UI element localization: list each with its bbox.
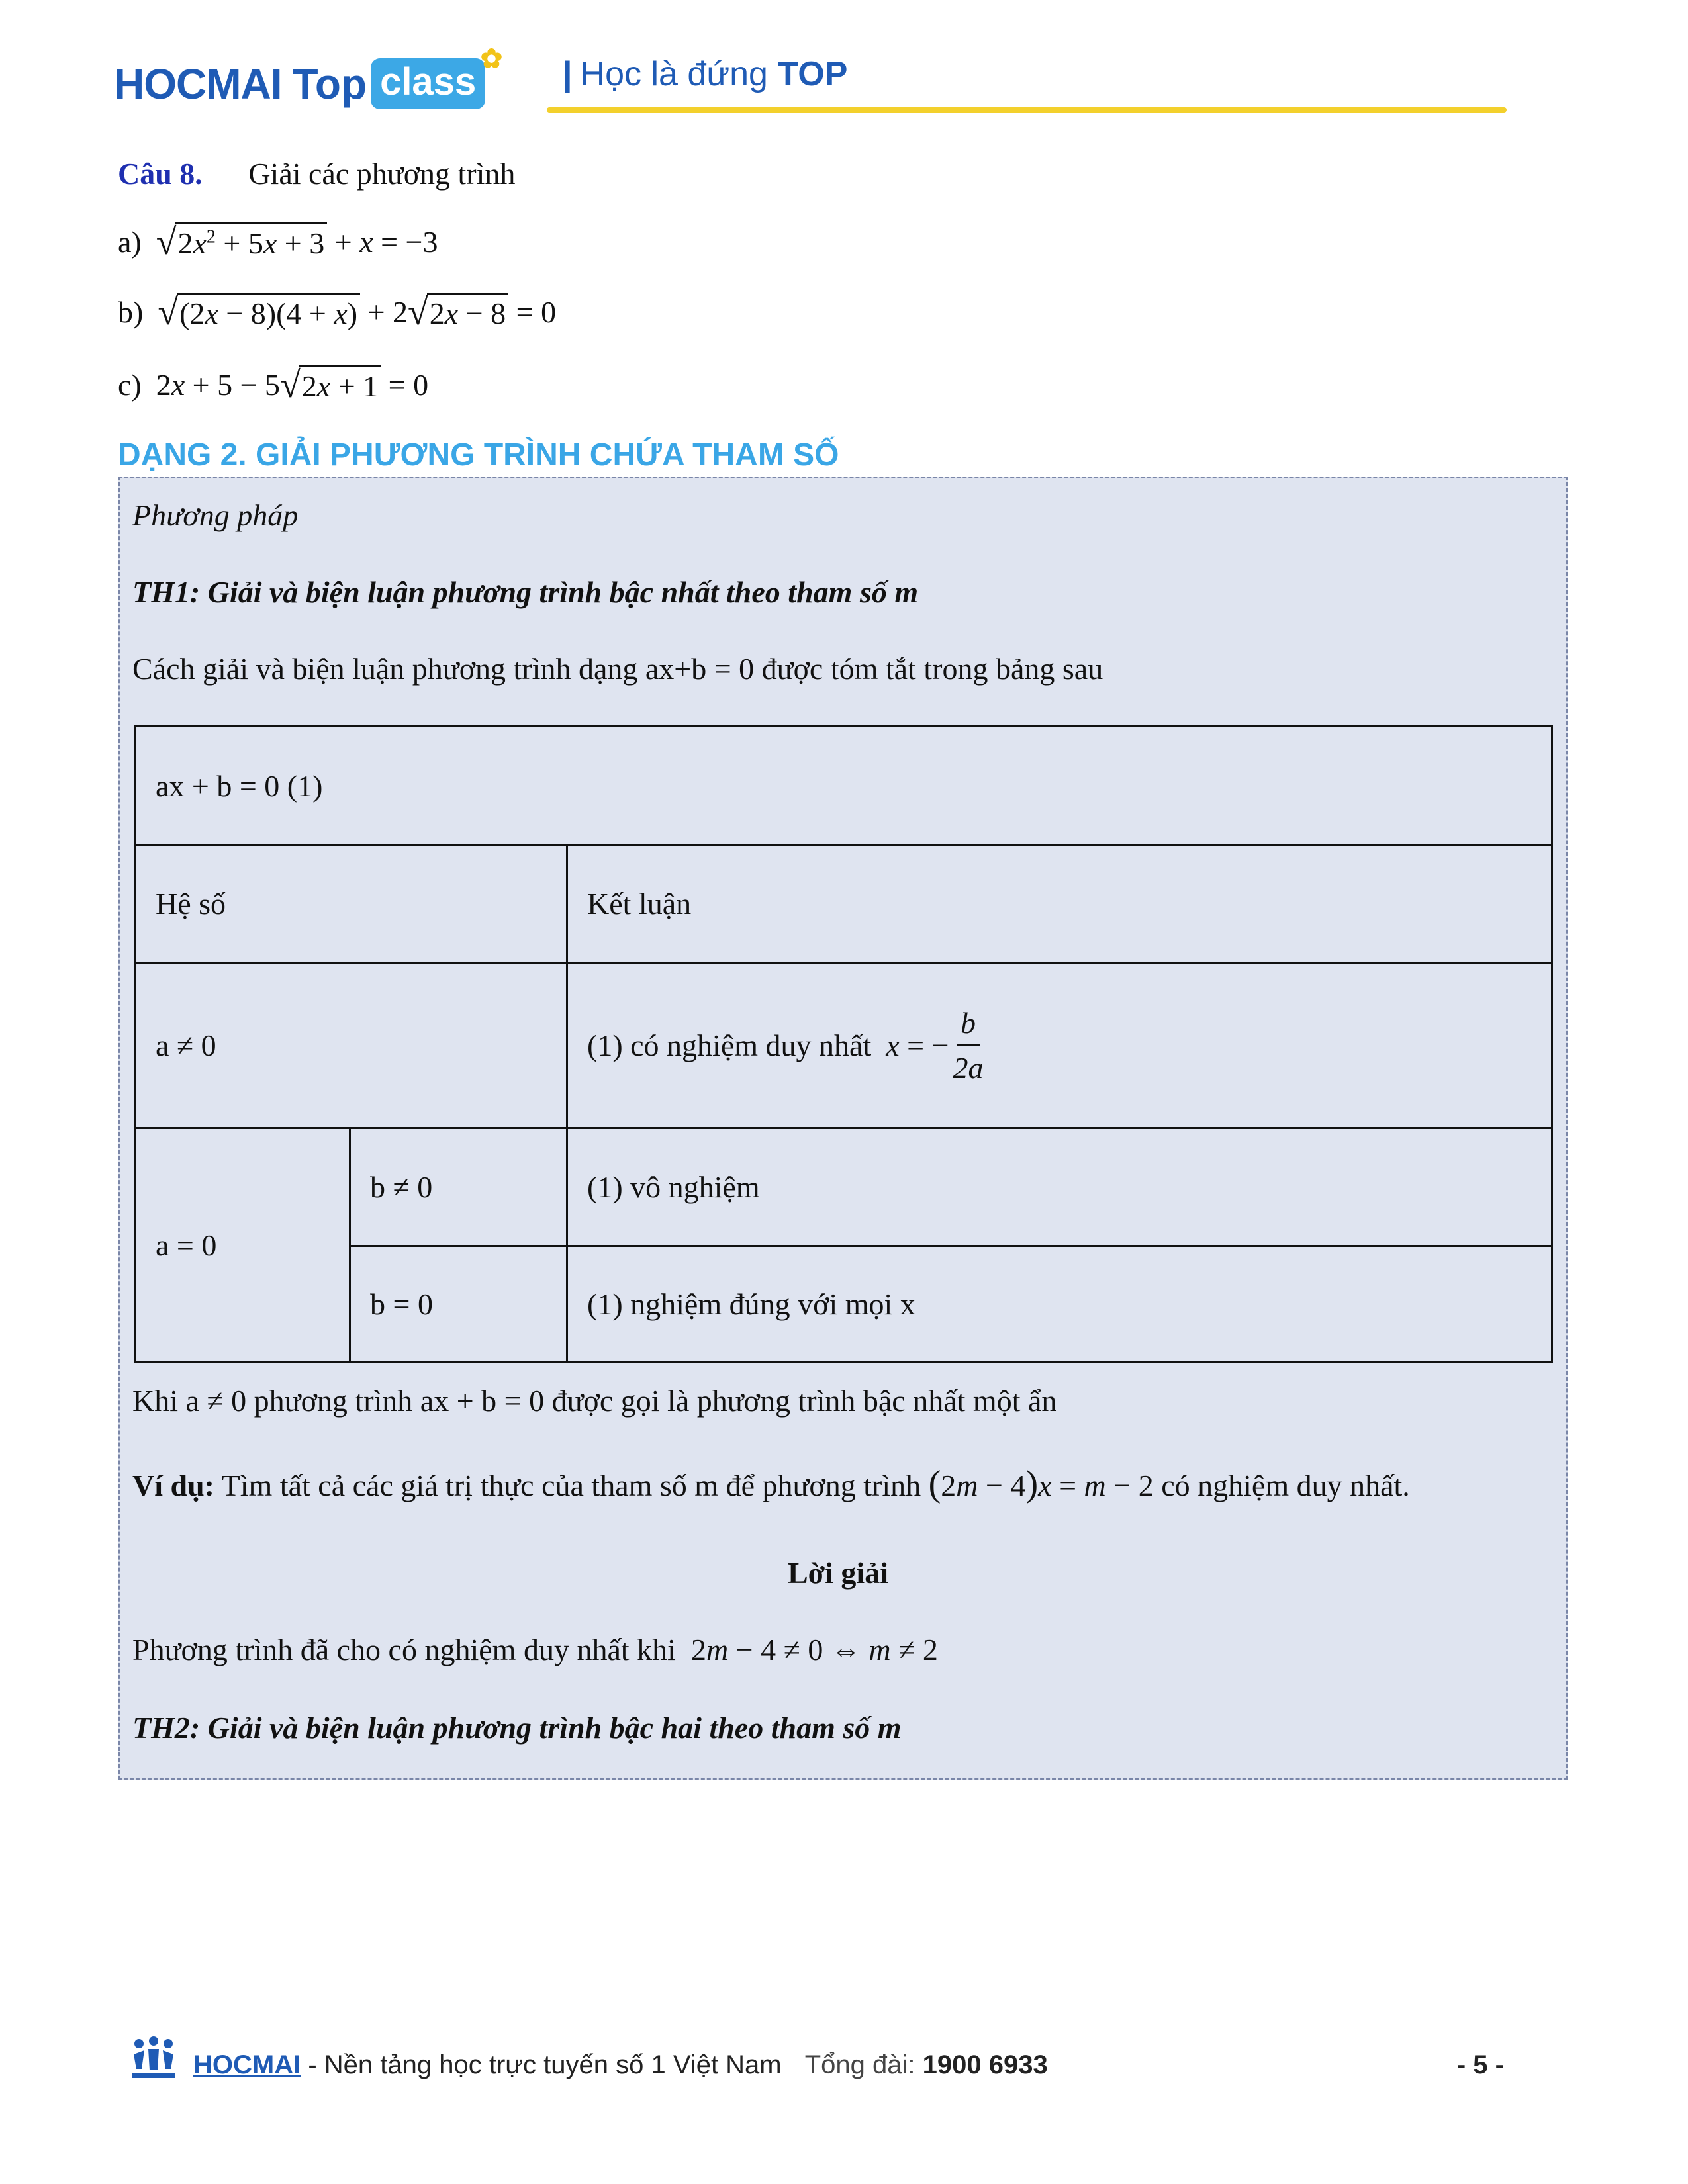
header-tagline: [563, 54, 847, 94]
solution-math: 2m − 4 ≠ 0 ⇔ m ≠ 2: [683, 1633, 938, 1666]
section-title: DẠNG 2. GIẢI PHƯƠNG TRÌNH CHỨA THAM SỐ: [118, 437, 839, 473]
sqrt-expression: √ 2x − 8: [408, 293, 508, 331]
method-label: Phương pháp: [132, 498, 299, 532]
fraction: [953, 1005, 984, 1085]
star-icon: ✿: [480, 44, 503, 73]
equation-a: a) √ $2x^2 + 5x + 3$ + x = −3: [118, 222, 438, 263]
equation-b: b) √ (2x − 8)(4 + x) + 2 √ 2x − 8 = 0: [118, 292, 557, 333]
footer-hotline: 1900 6933: [922, 2050, 1048, 2079]
tagline-prefix: Học là đứng: [580, 55, 768, 93]
footer-text: - Nền tảng học trực tuyến số 1 Việt Nam: [308, 2050, 782, 2079]
logo-class-badge: [371, 44, 503, 109]
solution-text: Phương trình đã cho có nghiệm duy nhất khi: [132, 1633, 676, 1666]
question-heading: [118, 156, 515, 191]
logo-top-text: Top: [292, 60, 367, 108]
equation-label: c): [118, 367, 142, 402]
page-number: - 5 -: [1456, 2050, 1504, 2079]
row-coeff-a-zero: a = 0: [156, 1228, 217, 1262]
equation-c: c) 2x + 5 − 5 √ 2x + 1 = 0: [118, 365, 429, 406]
tagline-bold: TOP: [777, 55, 848, 93]
sqrt-expression: √ 2x + 1: [280, 365, 381, 404]
conclusion-text: (1) có nghiệm duy nhất: [587, 1028, 872, 1062]
page-footer: [132, 2050, 1523, 2080]
row-sub-b-zero: b = 0: [370, 1287, 433, 1321]
row-conclusion-unique: (1) có nghiệm duy nhất x = − $\frac{b}{2a}$: [587, 1005, 984, 1085]
fraction-denominator: 2a: [953, 1050, 984, 1085]
row-coeff-a-nonzero: a ≠ 0: [156, 1028, 216, 1062]
column-header-conclusion: Kết luận: [587, 886, 692, 921]
after-table-note: Khi a ≠ 0 phương trình ax + b = 0 được gọi là phương trình bậc nhất một ẩn: [132, 1384, 1057, 1418]
method-intro: Cách giải và biện luận phương trình dạng ax+b = 0 được tóm tắt trong bảng sau: [132, 652, 1103, 686]
sqrt-expression: √ (2x − 8)(4 + x): [158, 293, 360, 331]
solution-line: [132, 1632, 938, 1667]
equation-label: a): [118, 224, 142, 259]
footer-hotline-label: Tổng đài:: [804, 2050, 915, 2079]
row-conclusion-no-solution: (1) vô nghiệm: [587, 1169, 760, 1204]
example-equation: (2m − 4)x = m − 2: [928, 1463, 1154, 1504]
th1-heading: TH1: Giải và biện luận phương trình bậc nhất theo tham số m: [132, 575, 919, 609]
th2-heading: TH2: Giải và biện luận phương trình bậc hai theo tham số m: [132, 1711, 902, 1745]
example-tail: có nghiệm duy nhất.: [1161, 1469, 1410, 1502]
row-conclusion-all-x: (1) nghiệm đúng với mọi x: [587, 1287, 915, 1321]
footer-brand-link[interactable]: HOCMAI: [193, 2050, 301, 2079]
logo-hocmai-text: HOCMAI: [114, 60, 282, 108]
example-line: [132, 1463, 1410, 1505]
header-underline: [547, 107, 1507, 113]
row-sub-b-nonzero: b ≠ 0: [370, 1169, 433, 1204]
summary-table: [134, 725, 1553, 1363]
sqrt-expression: √ $2x^2 + 5x + 3$: [156, 222, 327, 261]
column-header-coefficient: Hệ số: [156, 886, 226, 921]
example-label: Ví dụ:: [132, 1469, 214, 1502]
logo-class-text: class: [380, 60, 477, 103]
example-text: Tìm tất cả các giá trị thực của tham số m để phương trình: [221, 1469, 921, 1502]
divider-bar: |: [563, 55, 573, 93]
brand-logo: [114, 44, 503, 109]
table-header-equation: ax + b = 0 (1): [156, 768, 323, 803]
question-number: Câu 8.: [118, 157, 203, 191]
fraction-numerator: b: [957, 1005, 980, 1046]
equation-label: b): [118, 295, 144, 329]
solution-title: Lời giải: [788, 1556, 888, 1590]
question-prompt: Giải các phương trình: [248, 157, 516, 191]
